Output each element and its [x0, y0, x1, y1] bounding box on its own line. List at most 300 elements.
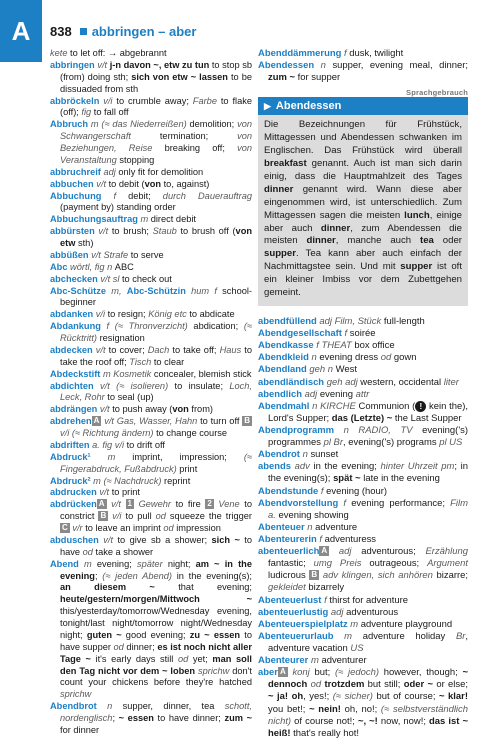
phrase: ~ nein! [309, 703, 341, 715]
dictionary-entry [50, 309, 252, 321]
grammar-label: v/t [92, 344, 109, 355]
grammar-label: f (≈ Thronverzicht) [100, 321, 194, 332]
translation-text: late in the evening [360, 473, 440, 485]
grammar-label: v/r [69, 523, 86, 533]
grammar-label: n [314, 60, 333, 72]
grammar-label: v/t Gas, Wasser, Hahn [101, 416, 201, 427]
grammar-label: sprichw [60, 689, 92, 700]
phrase: tea [420, 235, 434, 247]
grammar-label: pl US [439, 437, 463, 449]
headword: abbüßen [50, 249, 89, 260]
headword: Abend [50, 558, 79, 569]
dictionary-entry [258, 377, 468, 389]
translation-text: bizarre; [436, 570, 468, 582]
translation-text: but; [314, 667, 335, 679]
phrase: dinner [306, 235, 336, 247]
translation-text: supper, dinner, tea [122, 701, 225, 712]
dictionary-entry [50, 701, 252, 737]
grammar-label: adj [328, 606, 347, 618]
translation-text: to leave an imprint [85, 523, 164, 533]
headword: Abenddämmerung [258, 48, 342, 59]
phrase: sich von etw ~ lassen [131, 71, 228, 82]
phrase: trotzdem [324, 679, 365, 691]
sense-marker: A [93, 416, 100, 426]
phrase: das ist ~ heiß! [268, 715, 468, 739]
headword: abdrücken [50, 499, 97, 510]
phrase: dinner [264, 183, 294, 195]
translation-text: adventuress [324, 533, 377, 545]
headword: abbröckeln [50, 95, 100, 106]
translation-text: yet; [188, 653, 213, 664]
dictionary-entry [258, 401, 468, 425]
grammar-label: adv klingen, sich anhören [319, 570, 437, 582]
grammar-label: Farbe [192, 95, 217, 106]
grammar-label: od [310, 679, 322, 691]
translation-text: to print [111, 487, 140, 498]
translation-text: to clear [151, 356, 185, 367]
phrase: es ist noch nicht aller Tage ~ [60, 641, 252, 664]
phrase: ~ essen [118, 713, 154, 723]
phrase: von [144, 178, 162, 189]
translation-text: soirée [349, 328, 376, 340]
translation-text: that evening; [154, 582, 253, 593]
grammar-label: Vene [213, 499, 240, 510]
translation-text: ludicrous [268, 570, 310, 582]
translation-text: adventure [315, 521, 358, 533]
dictionary-entry [50, 487, 252, 499]
translation-text: to, against) [161, 178, 210, 189]
translation-text: to debit ( [108, 178, 145, 189]
headword: abdrehen [50, 416, 92, 427]
right-column [258, 48, 468, 740]
phrase: das (Letzte) ~ [331, 412, 393, 424]
headword: abchecken [50, 273, 98, 284]
translation-text: to drift off [126, 439, 165, 450]
translation-text: concealer, blemish stick [153, 368, 252, 379]
translation-text: take a shower [92, 546, 154, 557]
headword: Abenteuerurlaub [258, 630, 334, 642]
headword: abdrucken [50, 487, 97, 498]
phrase: ~ ja! oh [268, 691, 304, 703]
grammar-label: durch Dauerauftrag [162, 190, 252, 201]
grammar-label: fig [81, 107, 92, 118]
translation-text: fantastic; [268, 558, 314, 570]
headword: abduschen [50, 534, 99, 545]
phrase: von etw [60, 226, 252, 248]
translation-text: outrageous; [361, 558, 428, 570]
dictionary-entry [258, 667, 468, 740]
translation-text: oh, no!; [340, 703, 381, 715]
headword: aber [258, 667, 278, 679]
grammar-label: n [304, 521, 316, 533]
dictionary-entry [258, 631, 468, 655]
grammar-label: od [155, 511, 166, 522]
grammar-label: sprichw [195, 665, 230, 676]
headword: abbringen [50, 59, 95, 70]
translation-text: resignation [97, 333, 145, 343]
dictionary-entry [50, 416, 252, 440]
grammar-label: n KIRCHE [309, 400, 359, 412]
translation-text: ; [94, 570, 103, 581]
grammar-label: Film a. [268, 497, 468, 521]
phrase: supper [400, 261, 433, 273]
translation-text: ; in the evening(s); [268, 461, 468, 485]
translation-text: evening (hour) [326, 485, 388, 497]
translation-text: evening dress [319, 352, 381, 364]
headword: Abendkleid [258, 352, 309, 364]
grammar-label: schott, nordenglisch [60, 701, 252, 723]
dictionary-entry [258, 449, 468, 461]
grammar-label: n RADIO, TV [334, 425, 423, 436]
dictionary-entry [258, 534, 468, 546]
translation-text: dinner; [123, 641, 158, 652]
dictionary-entry [50, 191, 252, 215]
grammar-label: (≈ selbstverständlich nicht) [268, 703, 468, 727]
translation-text: debit; [128, 190, 163, 201]
translation-text: , yes!; [303, 691, 333, 703]
translation-text: , evening('s) programs [343, 437, 440, 449]
translation-text: good evening; [121, 629, 190, 640]
dictionary-entry [50, 440, 252, 452]
grammar-label: gekleidet [268, 582, 306, 594]
headword: Abendkasse [258, 340, 314, 352]
sense-marker: A [98, 499, 105, 509]
translation-text: dusk, twilight [349, 48, 404, 59]
dictionary-entry [50, 452, 252, 476]
dictionary-entry [50, 214, 252, 226]
translation-text: genannt wird. Wann diese aber eingenommen wird, ist unterschiedlich. Zum Mittagessen sagen die meisten [264, 183, 462, 221]
grammar-label: König etc [148, 309, 187, 320]
translation-text: adventurous [346, 606, 399, 618]
translation-text: to flake (off); [60, 95, 252, 118]
translation-text: bizarrely [305, 582, 345, 594]
dictionary-entry [258, 522, 468, 534]
headword: Abendprogramm [258, 425, 335, 436]
translation-text: to stop sb (from) doing sth; [60, 59, 253, 82]
translation-text: to check out [121, 273, 172, 284]
dictionary-entry [50, 499, 252, 535]
running-header [50, 24, 250, 40]
translation-text: ist oft ein kleiner Imbiss vor dem Zubettgehen gemeint. [264, 261, 462, 299]
phrase: spät ~ [333, 473, 361, 485]
headword: Abdruck¹ [50, 451, 91, 462]
translation-text: adventurer [321, 655, 367, 667]
grammar-label: m (≈ Nachdruck) [90, 475, 165, 486]
dictionary-entry [50, 262, 252, 274]
dictionary-entry [258, 389, 468, 401]
dictionary-entry [258, 595, 468, 607]
grammar-label: n [308, 352, 320, 364]
headword: Abenteuer [258, 521, 305, 533]
translation-text: to push away ( [112, 404, 173, 415]
dictionary-entry [50, 179, 252, 191]
headword: Abc-Schütze [50, 285, 107, 296]
translation-text: to resign; [107, 309, 149, 320]
dictionary-entry [50, 226, 252, 250]
headword: Abdeckstift [50, 368, 101, 379]
translation-text: however, though; [379, 667, 463, 679]
translation-text: ABC [114, 261, 134, 272]
translation-text: ; [112, 713, 119, 723]
headword: abenteuerlustig [258, 606, 329, 618]
translation-text: to pull [125, 511, 156, 522]
dictionary-entry [50, 48, 252, 60]
dictionary-entry [258, 352, 468, 364]
translation-text: supper, evening meal, dinner; [332, 60, 468, 72]
translation-text: full-length [383, 316, 425, 328]
grammar-label: f [101, 190, 129, 201]
translation-text: the Last Supper [392, 412, 462, 424]
translation-text: but of course; [372, 691, 440, 703]
translation-text: adventure playground [360, 618, 453, 630]
phrase: zu ~ essen [189, 629, 241, 640]
phrase: zum ~ [268, 72, 296, 84]
dictionary-entry [258, 425, 468, 449]
translation-text: to have supper [60, 629, 252, 652]
translation-text: to cover; [108, 344, 148, 355]
translation-text: to be dissuaded from sth [60, 71, 252, 94]
translation-text: don't count your chickens before they're hatched [60, 665, 252, 688]
translation-text: but still; [364, 679, 404, 691]
phrase: j-n davon ~, etw zu tun [109, 59, 210, 70]
translation-text: only fit for demolition [118, 166, 204, 177]
headword: Abendmahl [258, 400, 310, 412]
dictionary-entry [50, 535, 252, 559]
sense-marker: A [279, 667, 286, 677]
phrase: heute/gestern/morgen/Mittwoch ~ [60, 594, 252, 605]
grammar-label: v/t [98, 534, 118, 545]
sense-marker: 1 [127, 499, 132, 509]
sense-marker: B [311, 570, 318, 580]
grammar-label: (≈ Fingerabdruck, Fußabdruck) [60, 451, 252, 474]
dictionary-entry [258, 607, 468, 619]
translation-text: kein the), Lord's Supper; [268, 400, 468, 424]
headword: abdecken [50, 344, 93, 355]
grammar-label: adj [329, 546, 362, 558]
triangle-right-icon: ▶ [264, 101, 271, 112]
translation-text: , adventure vacation [268, 630, 468, 654]
headword: Abenteuerspielplatz [258, 618, 348, 630]
grammar-label: m [78, 558, 97, 569]
translation-text: evening [319, 388, 356, 400]
translation-text: imprint, impression; [132, 451, 244, 462]
grammar-label: od [113, 641, 124, 652]
translation-text: to take off; [169, 344, 220, 355]
grammar-label: n [299, 449, 311, 461]
translation-text: evening performance; [351, 497, 451, 509]
phrase: dinner [320, 222, 351, 234]
grammar-label: (≈ jedoch) [334, 667, 379, 679]
translation-text: termination; [130, 131, 238, 142]
dictionary-entry [258, 364, 468, 376]
sense-marker: C [62, 523, 68, 532]
dictionary-entry [258, 340, 468, 352]
translation-text: to abdicate [186, 309, 235, 320]
dictionary-entry [50, 96, 252, 120]
translation-text: (payment by) standing order [60, 202, 176, 213]
headword: abdanken [50, 309, 94, 320]
translation-text: , manche auch [335, 235, 421, 247]
grammar-label: v/i [108, 511, 126, 522]
headword: Abdankung [50, 321, 101, 332]
dictionary-entry [258, 60, 468, 84]
translation-text: evening showing [275, 509, 349, 521]
grammar-label: attr [355, 388, 370, 400]
translation-text: in the evening(s); [172, 570, 252, 581]
translation-text: that's really hot! [290, 727, 359, 739]
grammar-label: v/t (≈ isolieren) [93, 380, 175, 391]
translation-text: to crumble away; [116, 95, 193, 106]
translation-text: oder [433, 235, 462, 247]
translation-text: sth) [75, 238, 94, 248]
grammar-label: adj Film, Stück [316, 316, 384, 328]
translation-text: to constrict [60, 499, 252, 522]
grammar-label: Strafe [103, 249, 129, 260]
grammar-label: hum f [185, 285, 223, 296]
grammar-label: Argument [427, 558, 469, 570]
grammar-label: od [163, 523, 174, 533]
grammar-label: f [316, 533, 325, 545]
headword: Abbruch [50, 119, 89, 130]
headword: abdrängen [50, 404, 98, 415]
dictionary-entry [50, 345, 252, 369]
headword: abdriften [50, 439, 90, 450]
dictionary-entry [50, 321, 252, 345]
grammar-label: Haus [219, 344, 242, 355]
grammar-label: m, [106, 285, 127, 296]
phrase: ~ klar! [439, 691, 468, 703]
dictionary-entry [258, 316, 468, 328]
grammar-label: n [96, 701, 123, 712]
phrase: ~ dennoch [268, 667, 468, 691]
dictionary-entry [50, 404, 252, 416]
translation-text: thirst for adventure [329, 594, 409, 606]
translation-text: it's early days still [90, 653, 178, 664]
headword: Abdruck² [50, 475, 91, 486]
translation-text: to brush; [111, 226, 153, 237]
grammar-label: v/i (≈ Richtung ändern) [60, 428, 157, 438]
square-bullet-icon [80, 28, 87, 35]
grammar-label: f THEAT [313, 340, 355, 352]
headword: Abenteurer [258, 655, 309, 667]
grammar-label: (≈ Rücktritt) [60, 321, 253, 343]
grammar-label: od [82, 546, 93, 557]
translation-text: to seal (up) [104, 392, 154, 403]
translation-text: to change course [156, 428, 228, 438]
grammar-label: a. fig v/i [89, 439, 127, 450]
grammar-label: adj [100, 166, 119, 177]
translation-text: stopping [116, 154, 155, 165]
grammar-label: kete [50, 48, 68, 58]
sense-marker: 2 [207, 499, 212, 509]
dictionary-entry [50, 286, 252, 310]
grammar-label: von Veranstaltung [60, 143, 253, 165]
headword: Abc-Schützin [126, 285, 186, 296]
grammar-label: v/t [94, 226, 112, 237]
translation-text: of course not!; [291, 715, 358, 727]
grammar-label: geh adj [324, 376, 361, 388]
grammar-label: od [177, 653, 189, 664]
translation-text: to turn off [200, 416, 243, 427]
sense-marker: B [100, 511, 107, 521]
headword: Abendvorstellung [258, 497, 339, 509]
sense-marker: B [244, 416, 250, 426]
translation-text: squeeze the trigger [165, 511, 252, 522]
translation-text: to serve [128, 249, 164, 260]
translation-text: West [335, 364, 357, 376]
grammar-label: v/t [88, 249, 104, 260]
phrase: von [172, 404, 189, 415]
headword: abendlich [258, 388, 303, 400]
grammar-label: wörtl, fig n [67, 261, 115, 272]
phrase: supper [264, 248, 296, 260]
grammar-label: Staub [152, 226, 177, 237]
translation-text: to fall off [91, 107, 129, 118]
usage-note-title-text: Abendessen [275, 100, 342, 113]
grammar-label: m [347, 618, 361, 630]
phrase: man soll den Tag nicht vor dem ~ loben [60, 653, 252, 676]
grammar-label: m (≈ das Niederreißen) [88, 119, 190, 130]
left-column [50, 48, 252, 737]
translation-text: evening('s) programmes [268, 425, 468, 449]
translation-text: sunset [310, 449, 339, 461]
grammar-label: m Kosmetik [100, 368, 154, 379]
dictionary-entry [258, 619, 468, 631]
headword: Abendgesellschaft [258, 328, 342, 340]
dictionary-entry [50, 274, 252, 286]
translation-text: to brush off ( [176, 226, 236, 237]
headword: Abenteurerin [258, 533, 317, 545]
sense-marker: A [321, 546, 328, 556]
headword: Abc [50, 261, 68, 272]
headword: abbuchen [50, 178, 94, 189]
dictionary-entry [50, 476, 252, 488]
grammar-label: Gewehr [133, 499, 171, 510]
grammar-label: adv [291, 461, 314, 473]
translation-text: to give sb a shower; [117, 534, 212, 545]
headword: Abendland [258, 364, 307, 376]
grammar-label: v/t [94, 59, 110, 70]
grammar-label: v/t [96, 487, 112, 498]
translation-text: , einige aber auch [264, 209, 463, 234]
grammar-label: f [341, 48, 350, 59]
grammar-label: m [90, 451, 133, 462]
page-number: 838 [50, 24, 72, 39]
exclamation-icon: ! [415, 401, 426, 412]
phrase: guten ~ [86, 629, 122, 640]
headword: abbruchreif [50, 166, 101, 177]
grammar-label: v/t [93, 178, 109, 189]
headword: Abenteuerlust [258, 594, 322, 606]
translation-text: Communion ( [358, 400, 416, 412]
translation-text: you bet!; [268, 703, 310, 715]
headword: abendfüllend [258, 316, 317, 328]
grammar-label: adj [302, 388, 320, 400]
translation-text: adventurous; [361, 546, 426, 558]
translation-text: , zum Abendessen die meisten [264, 222, 462, 247]
translation-text: Die Bezeichnungen für Frühstück, Mittagessen und Abendessen schwanken im Englischen. Das Frühstück wird überall [264, 119, 462, 157]
dictionary-entry [258, 655, 468, 667]
grammar-label: Tisch [129, 356, 152, 367]
translation-text: demolition; [189, 119, 238, 130]
translation-text: night; [162, 558, 196, 569]
headword: Abendessen [258, 60, 315, 72]
phrase: sich ~ [211, 534, 240, 545]
grammar-label: Dach [147, 344, 170, 355]
translation-text: to have [60, 534, 252, 557]
grammar-label: US [350, 642, 364, 654]
phrase: lunch [404, 209, 430, 221]
